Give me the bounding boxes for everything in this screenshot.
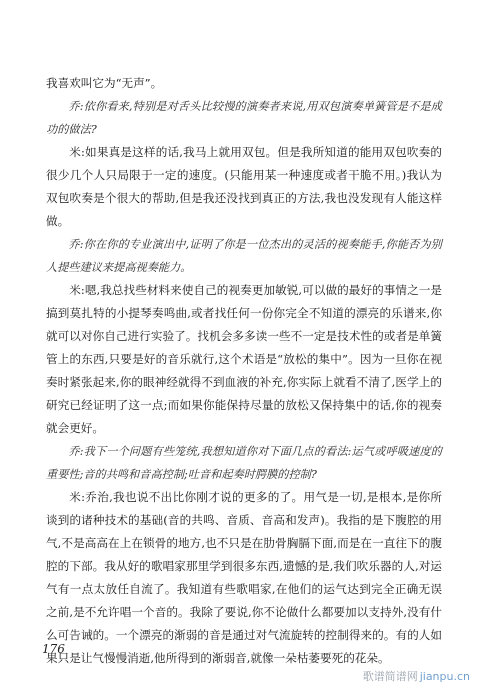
answer-paragraph-3: 米:乔治,我也说不出比你刚才说的更多的了。用气是一切,是根本,是你所谈到的诸种技术的基础(音的共鸣、音质、音高和发声)。我指的是下腹腔的用气,不是高高在上在锁骨的地方,也不只是在肋骨胸膈下面,而是在一直往下的腹腔的下部。我从好的歌唱家那里学到很多东西,遗憾的是,我们吹乐器的人,对运气有一点太放任自流了。我知道有些歌唱家,在他们的运气达到完全正确无误之前,是不允许唱一个音的。我除了要说,你不论做什么都要加以支持外,没有什么可告诫的。一个漂亮的渐弱的音是通过对气流旋转的控制得来的。有的人如果只是让气慢慢消逝,他所得到的渐弱音,就像一朵枯萎要死的花朵。 xyxy=(46,490,442,665)
watermark-site-name: 歌谱简谱网 xyxy=(362,670,418,683)
watermark-url: jianpu.cn xyxy=(419,670,470,683)
question-paragraph-2: 乔:你在你的专业演出中,证明了你是一位杰出的灵活的视奏能手,你能否为别人提些建议来提高视奏能力。 xyxy=(46,238,442,274)
answer-paragraph-2: 米:嗯,我总找些材料来使自己的视奏更加敏锐,可以做的最好的事情之一是搞到莫扎特的小提琴奏鸣曲,或者找任何一份你完全不知道的漂亮的乐谱来,你就可以对你自己进行实验了。找机会多多读一些不一定是技术性的或者是单簧管上的东西,只要是好的音乐就行,这个术语是“放松的集中”。因为一旦你在视奏时紧张起来,你的眼神经就得不到血液的补充,你实际上就看不清了,医学上的研究已经证明了这一点;而如果你能保持尽量的放松又保持集中的话,你的视奏就会更好。 xyxy=(46,283,442,435)
question-paragraph-3: 乔:我下一个问题有些笼统,我想知道你对下面几点的看法:运气或呼吸速度的重要性;音的共鸣和音高控制;吐音和起奏时腭膜的控制? xyxy=(46,445,442,481)
paragraph-1: 我喜欢叫它为“无声”。 xyxy=(46,76,163,90)
answer-paragraph-1: 米:如果真是这样的话,我马上就用双包。但是我所知道的能用双包吹奏的很少几个人只局限于一定的速度。(只能用某一种速度或者干脆不用。)我认为双包吹奏是个很大的帮助,但是我还没找到真正的方法,我也没发现有人能这样做。 xyxy=(46,145,442,228)
question-paragraph-1: 乔:依你看来,特别是对舌头比较慢的演奏者来说,用双包演奏单簧管是不是成功的做法? xyxy=(46,100,442,136)
watermark xyxy=(363,668,470,684)
page-number: 176 xyxy=(42,642,65,656)
page-body xyxy=(46,72,442,670)
